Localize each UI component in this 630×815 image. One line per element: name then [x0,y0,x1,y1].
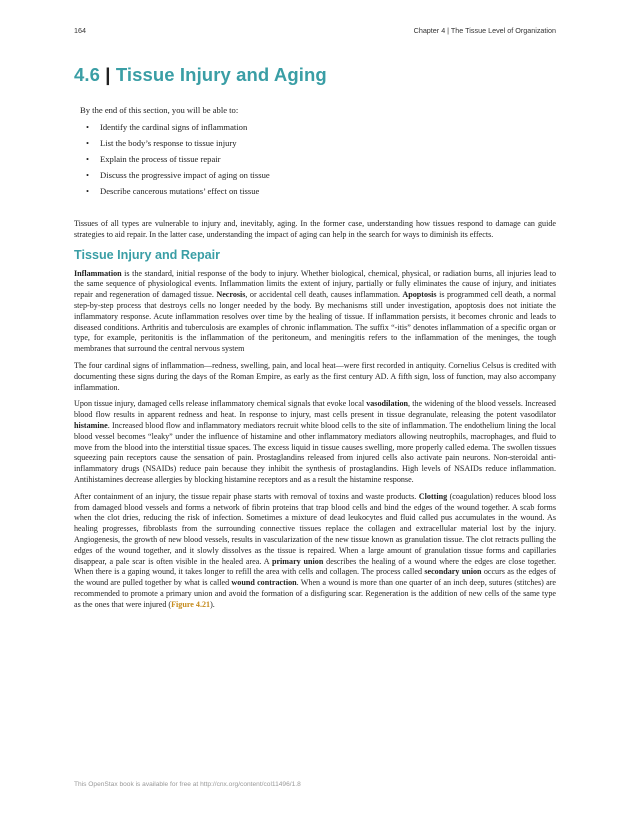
text-run: , the widening of the blood vessels. Increased blood flow results in apparent redness and heat. In response to injury, mast cells present in tissue degranulate, releasing the potent vasodilator [74,399,556,420]
paragraph-inflammation [74,269,556,355]
paragraph-vasodilation [74,399,556,485]
text-run: , or accidental cell death, causes inflammation. [245,290,403,300]
term-primary-union: primary union [271,556,324,566]
page-number: 164 [74,26,86,35]
text-run: (coagulation) reduces blood loss from damaged blood vessels and forms a network of fibrin proteins that trap blood cells and bind the edges of the wound together. A scab forms when the clot dries, reducing the risk of infection. Sometimes a mixture of dead leukocytes and fluid called pus accumulates in the wound. As healing progresses, fibroblasts from the surrounding connective tissues replace the collagen and extracellular material lost by the injury. Angiogenesis, the growth of new blood vessels, results in vascularization of the new tissue known as granulation tissue. The clot retracts pulling the edges of the wound together, and it slowly dissolves as the tissue is repaired. When a large amount of granulation tissue forms and capillaries disappear, a pale scar is often visible in the healed area. A [74,491,556,566]
term-apoptosis: Apoptosis [402,290,437,300]
text-run: . Increased blood flow and inflammatory mediators recruit white blood cells to the site of inflammation. The endothelium lining the local blood vessel becomes “leaky” under the influence of histamine and other inflammatory mediators allowing neutrophils, macrophages, and fluid to move from the blood into the interstitial tissue spaces. The excess liquid in tissue causes swelling, more properly called edema. The swollen tissues squeezing pain receptors cause the sensation of pain. Prostaglandins released from injured cells also activate pain neurons. Non-steroidal anti-inflammatory drugs (NSAIDs) reduce pain because they inhibit the synthesis of prostaglandins. High levels of NSAIDs reduce inflammation. Antihistamines decrease allergies by blocking histamine receptors and as a result the histamine response. [74,420,556,484]
term-vasodilation: vasodilation [366,399,409,409]
section-title [74,64,327,86]
chapter-title: Chapter 4 | The Tissue Level of Organization [413,26,556,35]
text-run: After containment of an injury, the tissue repair phase starts with removal of toxins and waste products. [74,491,419,501]
bullet-icon: • [86,170,90,180]
text-run: occurs as the edges of the wound are pulled together by what is called [74,567,556,588]
objective-text: Explain the process of tissue repair [100,154,221,164]
objective-item [80,138,550,154]
term-clotting: Clotting [418,491,448,501]
term-secondary-union: secondary union [424,567,482,577]
term-inflammation: Inflammation [74,268,122,278]
text-run: describes the healing of a wound where the edges are close together. When there is a gaping wound, it takes longer to refill the area with cells and collagen. The process called [74,556,556,577]
objective-item [80,170,550,186]
paragraph-tissue-repair [74,492,556,611]
page-footer: This OpenStax book is available for free at http://cnx.org/content/col11496/1.8 [74,781,301,788]
term-necrosis: Necrosis [216,290,246,300]
section-title-text: Tissue Injury and Aging [115,64,327,85]
objective-text: List the body’s response to tissue injury [100,138,237,148]
term-histamine: histamine [74,420,108,430]
bullet-icon: • [86,154,90,164]
term-wound-contraction: wound contraction [231,578,297,588]
objective-text: Discuss the progressive impact of aging on tissue [100,170,270,180]
bullet-icon: • [86,138,90,148]
section-number: 4.6 [74,64,101,85]
learning-objectives [80,105,550,202]
main-content [74,219,556,617]
objective-item [80,154,550,170]
objective-item [80,186,550,202]
figure-link[interactable]: Figure 4.21 [171,599,211,609]
text-run: Upon tissue injury, damaged cells release inflammatory chemical signals that evoke local [74,399,367,409]
text-run: is programmed cell death, a normal step-by-step process that destroys cells no longer needed by the body. By mechanisms still under investigation, apoptosis does not initiate the inflammatory response. Acute inflammation resolves over time by the healing of tissue. If inflammation persists, it becomes chronic and leads to diseased conditions. Arthritis and tuberculosis are examples of chronic inflammation. The suffix “-itis” denotes inflammation of a specific organ or type, for example, peritonitis is the inflammation of the peritoneum, and meningitis refers to the inflammation of the meninges, the tough membranes that surround the central nervous system [74,290,557,354]
intro-paragraph: Tissues of all types are vulnerable to injury and, inevitably, aging. In the former case, understanding how tissues respond to damage can guide strategies to aid repair. In the latter case, understanding the impact of aging can help in the search for ways to diminish its effects. [74,219,556,239]
paragraph-cardinal-signs: The four cardinal signs of inflammation—redness, swelling, pain, and local heat—were first recorded in antiquity. Cornelius Celsus is credited with documenting these signs during the days of the Roman Empire, as early as the first century AD. A fifth sign, loss of function, may also accompany inflammation. [74,360,556,392]
objectives-intro: By the end of this section, you will be able to: [80,105,239,115]
bullet-icon: • [86,186,90,196]
title-separator: | [105,64,111,85]
text-run: ). [210,599,215,609]
objective-item [80,122,550,138]
subsection-title: Tissue Injury and Repair [74,247,221,262]
bullet-icon: • [86,122,90,132]
objectives-list [80,122,550,202]
running-header [74,26,556,38]
text-run: . When a wound is more than one quarter of an inch deep, sutures (stitches) are recommended to promote a primary union and avoid the formation of a disfiguring scar. Regeneration is the addition of new cells of the same type as the ones that were injured ( [74,578,556,609]
objective-text: Identify the cardinal signs of inflammation [100,122,248,132]
text-run: is the standard, initial response of the body to injury. Whether biological, chemical, physical, or radiation burns, all injuries lead to the same sequence of physiological events. Inflammation limits the extent of injury, partially or fully eliminates the cause of injury, and initiates repair and regeneration of damaged tissue. [74,268,556,300]
objective-text: Describe cancerous mutations’ effect on tissue [100,186,260,196]
